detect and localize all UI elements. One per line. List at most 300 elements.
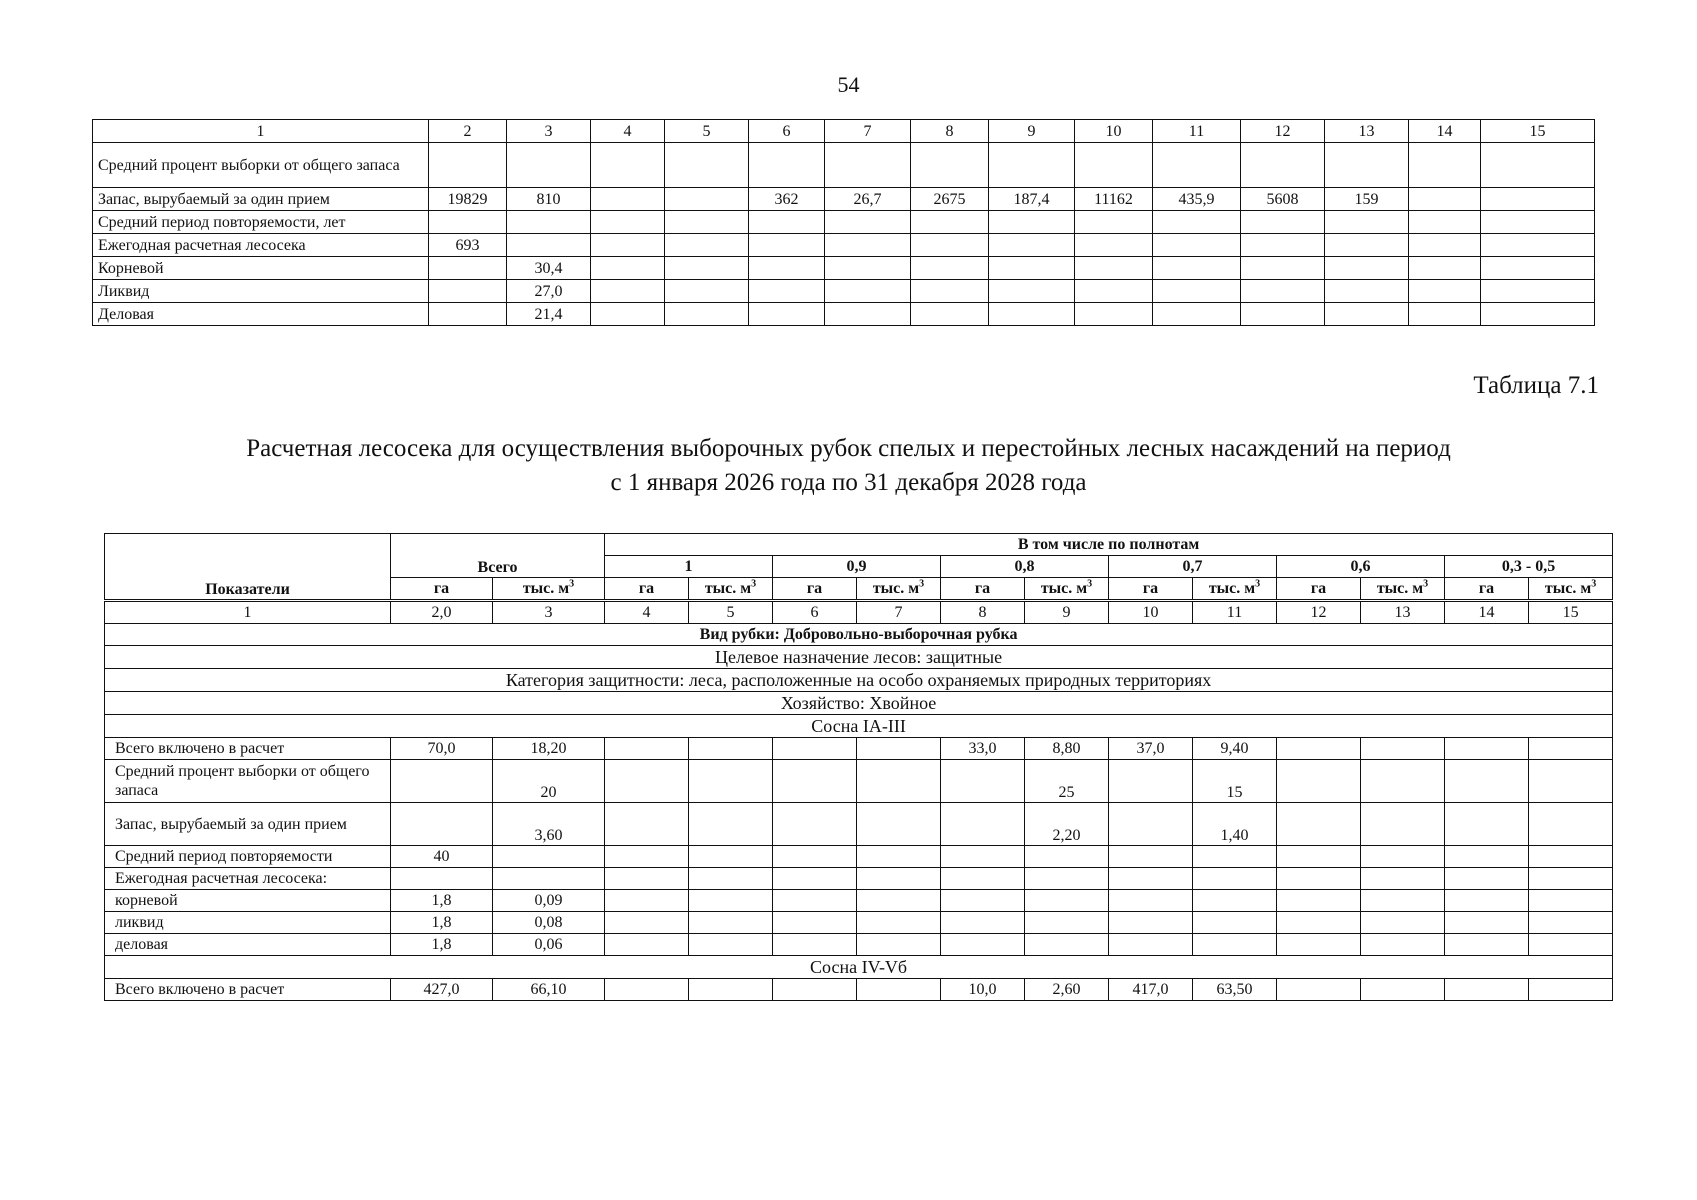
table-cell: 66,10 bbox=[493, 979, 605, 1001]
table-cell: 18,20 bbox=[493, 738, 605, 760]
table-cell bbox=[989, 211, 1075, 234]
table-cell bbox=[1193, 912, 1277, 934]
table-cell bbox=[1481, 188, 1595, 211]
continuation-table bbox=[92, 119, 1595, 326]
table-cell: 20 bbox=[493, 760, 605, 803]
table-cell: 1,8 bbox=[391, 890, 493, 912]
table-cell bbox=[1109, 803, 1193, 846]
column-number: 14 bbox=[1445, 601, 1529, 624]
table-cell bbox=[1445, 890, 1529, 912]
table-cell bbox=[429, 303, 507, 326]
table-cell bbox=[1445, 803, 1529, 846]
unit-ha: га bbox=[1109, 578, 1193, 601]
table-cell bbox=[773, 803, 857, 846]
table-cell bbox=[1109, 868, 1193, 890]
table-cell bbox=[1241, 143, 1325, 188]
table-cell bbox=[429, 143, 507, 188]
header-number-row bbox=[93, 120, 1595, 143]
column-number: 6 bbox=[749, 120, 825, 143]
table-cell bbox=[1445, 979, 1529, 1001]
table-cell bbox=[941, 760, 1025, 803]
section-cut-type-text: Вид рубки: Добровольно-выборочная рубка bbox=[105, 624, 1613, 646]
table-cell: 37,0 bbox=[1109, 738, 1193, 760]
table-cell bbox=[1193, 846, 1277, 868]
group-pine-2 bbox=[105, 956, 1613, 979]
unit-m3-text: тыс. м bbox=[1376, 580, 1424, 597]
table-cell bbox=[1109, 890, 1193, 912]
table-cell bbox=[689, 979, 773, 1001]
table-row bbox=[105, 738, 1613, 760]
section-category-text: Категория защитности: леса, расположенные на особо охраняемых природных территориях bbox=[105, 669, 1613, 692]
table-cell bbox=[429, 280, 507, 303]
table-cell: 2675 bbox=[911, 188, 989, 211]
unit-ha: га bbox=[941, 578, 1025, 601]
column-number: 1 bbox=[93, 120, 429, 143]
table-cell bbox=[507, 234, 591, 257]
unit-m3: тыс. $м^3$ bbox=[1193, 578, 1277, 601]
header-indicators: Показатели bbox=[105, 534, 391, 601]
column-number: 6 bbox=[773, 601, 857, 624]
header-density: 0,3 - 0,5 bbox=[1445, 556, 1613, 578]
section-purpose-text: Целевое назначение лесов: защитные bbox=[105, 646, 1613, 669]
table-cell bbox=[857, 760, 941, 803]
table-cell bbox=[1075, 257, 1153, 280]
table-cell bbox=[749, 303, 825, 326]
unit-m3: тыс. $м^3$ bbox=[1361, 578, 1445, 601]
table-cell bbox=[605, 979, 689, 1001]
table-cell bbox=[689, 803, 773, 846]
table-cell: 11162 bbox=[1075, 188, 1153, 211]
unit-m3: тыс. $м^3$ bbox=[857, 578, 941, 601]
table-cell bbox=[1325, 280, 1409, 303]
table-cell bbox=[1361, 846, 1445, 868]
table-cell bbox=[1445, 934, 1529, 956]
column-number: 12 bbox=[1277, 601, 1361, 624]
table-cell bbox=[1361, 868, 1445, 890]
table-cell bbox=[773, 868, 857, 890]
table-cell bbox=[1409, 234, 1481, 257]
table-cell bbox=[1361, 738, 1445, 760]
table-cell bbox=[665, 280, 749, 303]
table-cell bbox=[429, 257, 507, 280]
table-cell bbox=[1241, 257, 1325, 280]
table-cell: 693 bbox=[429, 234, 507, 257]
table-row bbox=[105, 803, 1613, 846]
table-cell bbox=[749, 211, 825, 234]
table-cell bbox=[749, 143, 825, 188]
table-cell: 15 bbox=[1193, 760, 1277, 803]
table-cell bbox=[825, 257, 911, 280]
table-cell bbox=[1481, 211, 1595, 234]
table-cell bbox=[665, 211, 749, 234]
table-cell bbox=[1409, 211, 1481, 234]
table-cell bbox=[1075, 280, 1153, 303]
table-cell: 427,0 bbox=[391, 979, 493, 1001]
table-cell: 362 bbox=[749, 188, 825, 211]
table-cell bbox=[665, 257, 749, 280]
table-cell bbox=[605, 890, 689, 912]
table-row bbox=[105, 760, 1613, 803]
table-cell bbox=[1153, 211, 1241, 234]
table-cell bbox=[1409, 143, 1481, 188]
table-cell bbox=[1075, 234, 1153, 257]
column-number: 2,0 bbox=[391, 601, 493, 624]
row-label: ликвид bbox=[105, 912, 391, 934]
title-line-2: с 1 января 2026 года по 31 декабря 2028 года bbox=[610, 469, 1087, 496]
table-cell: 1,8 bbox=[391, 934, 493, 956]
row-label: Всего включено в расчет bbox=[105, 979, 391, 1001]
table-cell bbox=[1025, 868, 1109, 890]
title-line-1: Расчетная лесосека для осуществления выборочных рубок спелых и перестойных лесных насаждений на период bbox=[246, 435, 1451, 462]
table-cell bbox=[941, 846, 1025, 868]
table-cell bbox=[591, 257, 665, 280]
table-cell bbox=[1409, 303, 1481, 326]
table-cell bbox=[1153, 257, 1241, 280]
table-cell bbox=[941, 934, 1025, 956]
unit-ha: га bbox=[1277, 578, 1361, 601]
table-cell bbox=[1361, 979, 1445, 1001]
table-cell bbox=[825, 143, 911, 188]
table-cell bbox=[1109, 912, 1193, 934]
row-label: Средний процент выборки от общего запаса bbox=[93, 143, 429, 188]
table-cell bbox=[1025, 912, 1109, 934]
table-cell bbox=[1277, 890, 1361, 912]
table-cell bbox=[689, 890, 773, 912]
table-cell bbox=[665, 188, 749, 211]
header-density: 0,7 bbox=[1109, 556, 1277, 578]
table-row bbox=[105, 890, 1613, 912]
table-cell bbox=[605, 934, 689, 956]
table-cell bbox=[1075, 143, 1153, 188]
table-cell bbox=[507, 211, 591, 234]
row-label: Ликвид bbox=[93, 280, 429, 303]
table-cell: 21,4 bbox=[507, 303, 591, 326]
section-farm-text: Хозяйство: Хвойное bbox=[105, 692, 1613, 715]
column-number: 2 bbox=[429, 120, 507, 143]
group-pine-1-text: Сосна IA-III bbox=[105, 715, 1613, 738]
table-cell bbox=[1529, 760, 1613, 803]
table-cell bbox=[773, 934, 857, 956]
table-cell: 40 bbox=[391, 846, 493, 868]
table-cell: 1,40 bbox=[1193, 803, 1277, 846]
unit-m3-text: тыс. м bbox=[1040, 580, 1088, 597]
table-cell: 30,4 bbox=[507, 257, 591, 280]
table-cell bbox=[689, 760, 773, 803]
table-cell bbox=[1025, 934, 1109, 956]
table-row bbox=[93, 257, 1595, 280]
table-cell bbox=[1277, 760, 1361, 803]
table-cell bbox=[1193, 934, 1277, 956]
table-cell bbox=[989, 280, 1075, 303]
unit-ha: га bbox=[605, 578, 689, 601]
table-cell bbox=[591, 280, 665, 303]
column-number: 7 bbox=[857, 601, 941, 624]
header-density: 0,9 bbox=[773, 556, 941, 578]
header-total: Всего bbox=[391, 534, 605, 578]
header-density: 1 bbox=[605, 556, 773, 578]
table-cell bbox=[857, 846, 941, 868]
column-number: 8 bbox=[911, 120, 989, 143]
table-cell bbox=[1529, 912, 1613, 934]
table-cell: 187,4 bbox=[989, 188, 1075, 211]
column-number: 7 bbox=[825, 120, 911, 143]
table-cell bbox=[857, 890, 941, 912]
table-cell bbox=[825, 303, 911, 326]
unit-ha: га bbox=[391, 578, 493, 601]
table-cell bbox=[605, 912, 689, 934]
table-cell bbox=[941, 890, 1025, 912]
table-cell: 435,9 bbox=[1153, 188, 1241, 211]
header-including: В том числе по полнотам bbox=[605, 534, 1613, 556]
table-row bbox=[93, 234, 1595, 257]
table-cell bbox=[857, 738, 941, 760]
row-label: Деловая bbox=[93, 303, 429, 326]
table-cell: 27,0 bbox=[507, 280, 591, 303]
table-cell: 8,80 bbox=[1025, 738, 1109, 760]
column-number: 8 bbox=[941, 601, 1025, 624]
table-cell bbox=[1241, 234, 1325, 257]
table-cell: 63,50 bbox=[1193, 979, 1277, 1001]
table-row bbox=[105, 979, 1613, 1001]
table-cell bbox=[605, 846, 689, 868]
section-cut-type bbox=[105, 624, 1613, 646]
table-cell bbox=[1409, 188, 1481, 211]
table-cell bbox=[773, 979, 857, 1001]
table-cell bbox=[665, 303, 749, 326]
unit-m3-text: тыс. м bbox=[1208, 580, 1256, 597]
table-cell: 0,08 bbox=[493, 912, 605, 934]
table-cell bbox=[605, 868, 689, 890]
table-cell bbox=[1193, 868, 1277, 890]
table-cell bbox=[825, 211, 911, 234]
table-cell bbox=[1409, 280, 1481, 303]
column-number: 13 bbox=[1325, 120, 1409, 143]
table-cell bbox=[591, 188, 665, 211]
table-cell bbox=[911, 257, 989, 280]
table-cell bbox=[1529, 738, 1613, 760]
table-cell: 417,0 bbox=[1109, 979, 1193, 1001]
column-number: 14 bbox=[1409, 120, 1481, 143]
table-cell bbox=[825, 280, 911, 303]
column-number: 12 bbox=[1241, 120, 1325, 143]
column-number: 11 bbox=[1193, 601, 1277, 624]
table-cell bbox=[911, 211, 989, 234]
table-cell bbox=[1481, 143, 1595, 188]
row-label: Запас, вырубаемый за один прием bbox=[105, 803, 391, 846]
table-cell: 159 bbox=[1325, 188, 1409, 211]
table-cell bbox=[1445, 738, 1529, 760]
row-label: Всего включено в расчет bbox=[105, 738, 391, 760]
table-cell bbox=[493, 868, 605, 890]
table-cell bbox=[391, 868, 493, 890]
column-number: 15 bbox=[1529, 601, 1613, 624]
table-cell bbox=[591, 211, 665, 234]
table-cell: 9,40 bbox=[1193, 738, 1277, 760]
table-cell bbox=[1241, 280, 1325, 303]
table-cell bbox=[1529, 846, 1613, 868]
table-cell bbox=[825, 234, 911, 257]
table-cell bbox=[689, 738, 773, 760]
section-purpose bbox=[105, 646, 1613, 669]
table-cell bbox=[665, 234, 749, 257]
table-cell bbox=[989, 303, 1075, 326]
table-cell: 33,0 bbox=[941, 738, 1025, 760]
unit-m3-text: тыс. м bbox=[1544, 580, 1592, 597]
table-row bbox=[105, 934, 1613, 956]
table-row bbox=[93, 211, 1595, 234]
table-row bbox=[93, 280, 1595, 303]
header-density: 0,6 bbox=[1277, 556, 1445, 578]
row-label: Ежегодная расчетная лесосека bbox=[93, 234, 429, 257]
table-cell bbox=[1153, 303, 1241, 326]
table-cell bbox=[1075, 211, 1153, 234]
column-number: 15 bbox=[1481, 120, 1595, 143]
table-row bbox=[105, 868, 1613, 890]
table-cell bbox=[911, 303, 989, 326]
column-number: 1 bbox=[105, 601, 391, 624]
table-cell bbox=[1445, 868, 1529, 890]
table-cell bbox=[1153, 234, 1241, 257]
table-cell: 0,06 bbox=[493, 934, 605, 956]
table-row bbox=[105, 846, 1613, 868]
table-cell bbox=[391, 803, 493, 846]
table-cell bbox=[1277, 979, 1361, 1001]
table-cell bbox=[1445, 846, 1529, 868]
table-cell bbox=[507, 143, 591, 188]
row-label: Средний процент выборки от общего запаса bbox=[105, 760, 391, 803]
table-cell bbox=[665, 143, 749, 188]
table-cell bbox=[1025, 846, 1109, 868]
row-label: Ежегодная расчетная лесосека: bbox=[105, 868, 391, 890]
unit-m3: тыс. $м^3$ bbox=[1529, 578, 1613, 601]
unit-m3-text: тыс. м bbox=[522, 580, 570, 597]
row-label: корневой bbox=[105, 890, 391, 912]
column-number-row bbox=[105, 601, 1613, 624]
row-label: Корневой bbox=[93, 257, 429, 280]
table-cell bbox=[1445, 912, 1529, 934]
column-number: 10 bbox=[1109, 601, 1193, 624]
column-number: 3 bbox=[493, 601, 605, 624]
row-label: Запас, вырубаемый за один прием bbox=[93, 188, 429, 211]
table-cell bbox=[689, 868, 773, 890]
table-cell bbox=[1277, 868, 1361, 890]
table-cell bbox=[857, 868, 941, 890]
table-cell: 3,60 bbox=[493, 803, 605, 846]
table-cell bbox=[1325, 234, 1409, 257]
table-row bbox=[105, 912, 1613, 934]
table-cell bbox=[1153, 280, 1241, 303]
unit-m3-text: тыс. м bbox=[872, 580, 920, 597]
unit-m3: тыс. $м^3$ bbox=[493, 578, 605, 601]
table-cell bbox=[773, 912, 857, 934]
table-cell bbox=[773, 738, 857, 760]
table-cell bbox=[591, 234, 665, 257]
table-cell bbox=[857, 912, 941, 934]
table-cell bbox=[1325, 143, 1409, 188]
table-cell bbox=[749, 280, 825, 303]
table-cell bbox=[493, 846, 605, 868]
section-category bbox=[105, 669, 1613, 692]
column-number: 3 bbox=[507, 120, 591, 143]
table-cell bbox=[1481, 303, 1595, 326]
column-number: 9 bbox=[1025, 601, 1109, 624]
unit-m3: тыс. $м^3$ bbox=[689, 578, 773, 601]
table-cell bbox=[591, 143, 665, 188]
table-row bbox=[93, 303, 1595, 326]
column-number: 5 bbox=[665, 120, 749, 143]
table-cell bbox=[1277, 912, 1361, 934]
table-cell bbox=[605, 738, 689, 760]
table-cell bbox=[1277, 846, 1361, 868]
table-cell bbox=[605, 760, 689, 803]
table-cell bbox=[989, 143, 1075, 188]
table-cell bbox=[941, 912, 1025, 934]
table-cell: 26,7 bbox=[825, 188, 911, 211]
main-table bbox=[104, 533, 1613, 1001]
table-cell bbox=[989, 234, 1075, 257]
table-cell bbox=[1481, 234, 1595, 257]
table-cell bbox=[1193, 890, 1277, 912]
column-number: 10 bbox=[1075, 120, 1153, 143]
table-cell bbox=[1109, 760, 1193, 803]
table-cell bbox=[1445, 760, 1529, 803]
table-cell bbox=[1277, 934, 1361, 956]
column-number: 13 bbox=[1361, 601, 1445, 624]
table-cell bbox=[749, 257, 825, 280]
table-cell: 0,09 bbox=[493, 890, 605, 912]
group-pine-2-text: Сосна IV-Vб bbox=[105, 956, 1613, 979]
table-cell bbox=[1529, 868, 1613, 890]
table-cell bbox=[1153, 143, 1241, 188]
table-cell bbox=[1361, 760, 1445, 803]
row-label: деловая bbox=[105, 934, 391, 956]
table-cell bbox=[1277, 738, 1361, 760]
column-number: 11 bbox=[1153, 120, 1241, 143]
group-pine-1 bbox=[105, 715, 1613, 738]
section-farm bbox=[105, 692, 1613, 715]
table-cell bbox=[689, 934, 773, 956]
table-cell bbox=[1529, 890, 1613, 912]
table-cell bbox=[1325, 303, 1409, 326]
unit-m3: тыс. $м^3$ bbox=[1025, 578, 1109, 601]
table-cell bbox=[773, 846, 857, 868]
table-cell: 5608 bbox=[1241, 188, 1325, 211]
table-cell bbox=[1277, 803, 1361, 846]
table-title bbox=[0, 432, 1697, 500]
table-cell bbox=[857, 803, 941, 846]
table-cell bbox=[911, 280, 989, 303]
table-cell bbox=[749, 234, 825, 257]
unit-m3-text: тыс. м bbox=[704, 580, 752, 597]
table-cell bbox=[1361, 934, 1445, 956]
unit-ha: га bbox=[773, 578, 857, 601]
table-cell bbox=[1109, 846, 1193, 868]
table-cell bbox=[773, 890, 857, 912]
table-cell bbox=[857, 934, 941, 956]
table-caption: Таблица 7.1 bbox=[1473, 372, 1599, 399]
column-number: 4 bbox=[591, 120, 665, 143]
table-cell bbox=[1025, 890, 1109, 912]
table-cell: 25 bbox=[1025, 760, 1109, 803]
table-cell bbox=[429, 211, 507, 234]
table-cell bbox=[1529, 934, 1613, 956]
unit-ha: га bbox=[1445, 578, 1529, 601]
table-cell bbox=[605, 803, 689, 846]
table-row bbox=[93, 143, 1595, 188]
table-cell bbox=[1409, 257, 1481, 280]
table-cell bbox=[1109, 934, 1193, 956]
table-cell bbox=[1361, 803, 1445, 846]
